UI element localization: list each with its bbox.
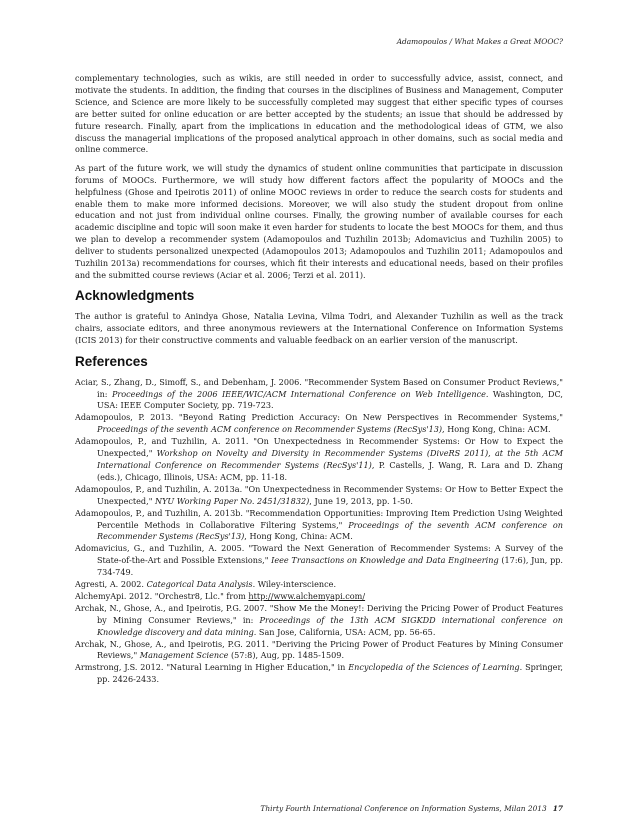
- reference-source: NYU Working Paper No. 2451/31832): [154, 495, 310, 506]
- page-footer: [75, 804, 563, 813]
- acknowledgments-text: The author is grateful to Anindya Ghose, Natalia Levina, Vilma Todri, and Alexander Tuzhilin as well as the track chairs, associate editors, and three anonymous reviewers at the International Conference on Information Systems (ICIS 2013) for their constructive comments and valuable feedback on an earlier version of the manuscript.: [75, 311, 563, 346]
- references-heading: References: [75, 353, 148, 369]
- reference-text: Archak, N., Ghose, A., and Ipeirotis, P.G. 2007. "Show Me the Money!: Deriving the Pricing Power of Product Features by Mining Consumer Reviews," in:: [75, 602, 563, 625]
- reference-item: [75, 377, 563, 413]
- reference-tail: . Washington, DC, USA: IEEE Computer Society, pp. 719-723.: [97, 388, 563, 411]
- reference-tail: , Hong Kong, China: ACM.: [442, 424, 551, 435]
- reference-text: Aciar, S., Zhang, D., Simoff, S., and Debenham, J. 2006. "Recommender System Based on Consumer Product Reviews," in:: [75, 376, 563, 399]
- reference-tail: , P. Castells, J. Wang, R. Lara and D. Zhang (eds.), Chicago, Illinois, USA: ACM, pp. 11-18.: [97, 459, 563, 482]
- page: [75, 0, 563, 826]
- reference-source: Proceedings of the 13th ACM SIGKDD international conference on Knowledge discovery and data mining: [97, 614, 563, 637]
- reference-text: Adamopoulos, P. 2013. "Beyond Rating Prediction Accuracy: On New Perspectives in Recommender Systems,": [75, 412, 563, 423]
- reference-tail: . San Jose, California, USA: ACM, pp. 56-65.: [253, 626, 436, 637]
- reference-item: [75, 591, 563, 603]
- reference-text: Adamopoulos, P., and Tuzhilin, A. 2013a. "On Unexpectedness in Recommender Systems: Or How to Better Expect the Unexpected,": [75, 483, 563, 506]
- page-body: [75, 73, 563, 686]
- running-header: Adamopoulos / What Makes a Great MOOC?: [396, 37, 563, 46]
- reference-source: Proceedings of the seventh ACM conference on Recommender Systems (RecSys'13): [97, 519, 563, 542]
- page-number: 17: [552, 804, 563, 813]
- reference-item: [75, 543, 563, 579]
- reference-source: Categorical Data Analysis: [146, 579, 253, 590]
- reference-tail: , Hong Kong, China: ACM.: [244, 531, 353, 542]
- reference-text: Adamopoulos, P., and Tuzhilin, A. 2011. "On Unexpectedness in Recommender Systems: Or How to Expect the Unexpected,": [75, 436, 563, 459]
- reference-text: AlchemyApi. 2012. "Orchestr8, Llc." from: [75, 590, 249, 601]
- reference-source: Ieee Transactions on Knowledge and Data Engineering: [271, 555, 499, 566]
- body-paragraph: complementary technologies, such as wikis, are still needed in order to successfully advice, assist, connect, and motivate the students. In addition, the finding that courses in the disciplines of Business and Management, Computer Science, and Science are more likely to be successfully completed may suggest that either specific types of courses are better suited for online education or are better accepted by the students; an issue that should be addressed by future research. Finally, apart from the implications in education and the methodological ideas of GTM, we also discuss the managerial implications of the proposed analytical approach in other domains, such as social media and online commerce.: [75, 73, 563, 155]
- reference-list: [75, 377, 563, 687]
- reference-source: Workshop on Novelty and Diversity in Recommender Systems (DiveRS 2011), at the 5th ACM International Conference on Recommender Systems (RecSys'11): [97, 448, 563, 470]
- reference-source: Proceedings of the 2006 IEEE/WIC/ACM International Conference on Web Intelligence: [111, 388, 486, 399]
- reference-item: [75, 639, 563, 663]
- acknowledgments-heading: Acknowledgments: [75, 288, 195, 304]
- reference-text: Agresti, A. 2002.: [75, 579, 147, 590]
- reference-item: [75, 436, 563, 484]
- reference-text: Armstrong, J.S. 2012. "Natural Learning in Higher Education," in: [75, 662, 349, 673]
- body-paragraph: As part of the future work, we will study the dynamics of student online communities that participate in discussion forums of MOOCs. Furthermore, we will study how different factors affect the popularity of MOOCs and the helpfulness (Ghose and Ipeirotis 2011) of online MOOC reviews in order to reduce the search costs for students and enable them to make more informed decisions. Moreover, we will also study the student dropout from online education and not just from individual online courses. Finally, the growing number of available courses for each academic discipline and topic will soon make it even harder for students to locate the best MOOCs for them, and thus we plan to develop a recommender system (Adamopoulos and Tuzhilin 2013b; Adomavicius and Tuzhilin 2005) to deliver to students personalized unexpected (Adamopoulos 2013; Adamopoulos and Tuzhilin 2011; Adamopoulos and Tuzhilin 2013a) recommendations for courses, which fit their interests and educational needs, based on their profiles and the submitted course reviews (Aciar et al. 2006; Terzi et al. 2011).: [75, 162, 563, 280]
- reference-link[interactable]: http://www.alchemyapi.com/: [248, 590, 366, 601]
- reference-item: [75, 579, 563, 591]
- reference-item: [75, 412, 563, 436]
- reference-source: Encyclopedia of the Sciences of Learning: [348, 662, 520, 673]
- reference-text: Adamopoulos, P., and Tuzhilin, A. 2013b. "Recommendation Opportunities: Improving Item Prediction Using Weighted Percentile Methods in Collaborative Filtering Systems,": [75, 507, 563, 530]
- reference-tail: (17:6), Jun, pp. 734-749.: [97, 555, 563, 578]
- footer-conference: Thirty Fourth International Conference on Information Systems, Milan 2013: [260, 804, 547, 813]
- reference-source: Management Science: [139, 650, 229, 661]
- reference-item: [75, 603, 563, 639]
- reference-tail: . Wiley-interscience.: [252, 579, 337, 590]
- reference-text: Adomavicius, G., and Tuzhilin, A. 2005. "Toward the Next Generation of Recommender Systems: A Survey of the State-of-the-Art and Possible Extensions,": [75, 543, 563, 566]
- reference-item: [75, 484, 563, 508]
- reference-tail: , June 19, 2013, pp. 1-50.: [309, 495, 413, 506]
- reference-source: Proceedings of the seventh ACM conference on Recommender Systems (RecSys'13): [97, 424, 443, 435]
- reference-tail: . Springer, pp. 2426-2433.: [97, 662, 563, 685]
- reference-item: [75, 662, 563, 686]
- reference-item: [75, 508, 563, 544]
- reference-text: Archak, N., Ghose, A., and Ipeirotis, P.G. 2011. "Deriving the Pricing Power of Product Features by Mining Consumer Reviews,": [75, 638, 563, 661]
- reference-tail: (57:8), Aug, pp. 1485-1509.: [228, 650, 345, 661]
